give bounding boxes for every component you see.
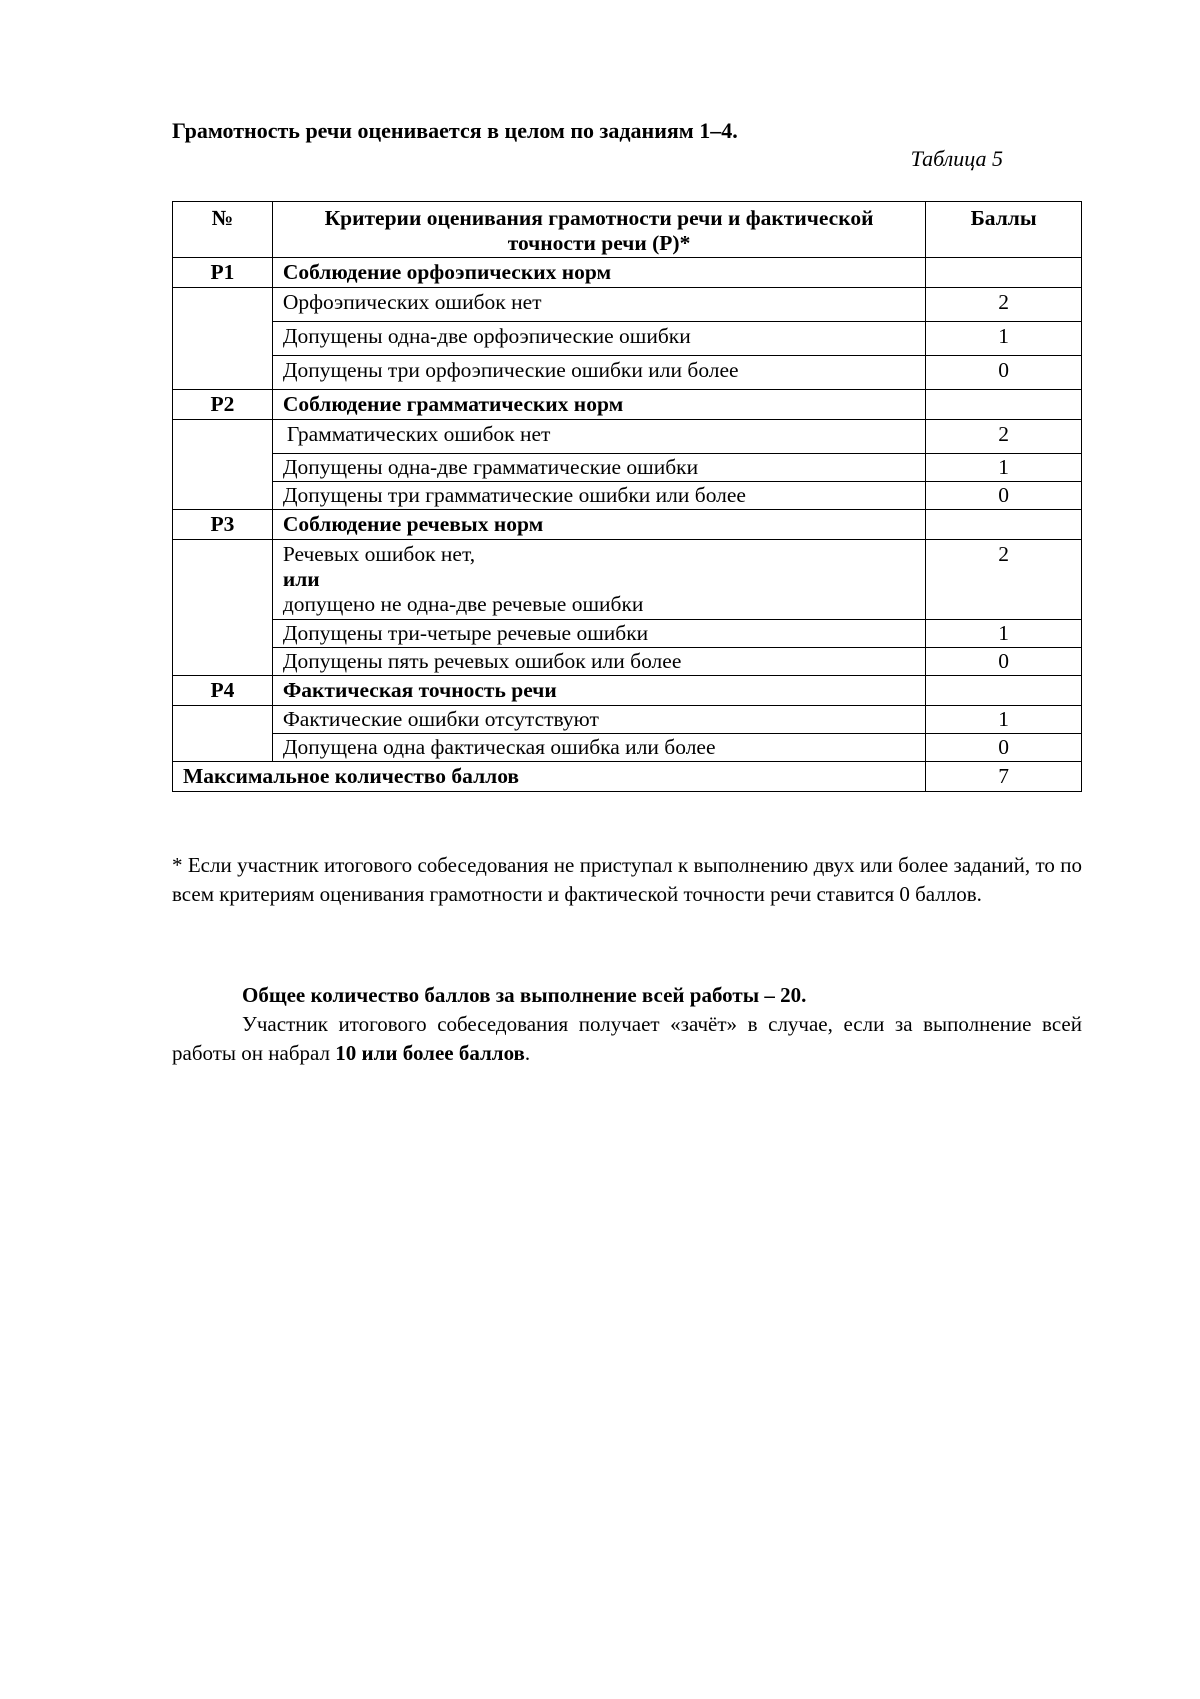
criterion-line: Речевых ошибок нет, [282,542,476,566]
criterion-text: Допущены три орфоэпические ошибки или более [272,356,925,390]
criterion-text: Допущены три грамматические ошибки или более [272,482,925,510]
total-label: Максимальное количество баллов [173,762,926,792]
table-row [173,322,1082,356]
summary-body-start: Участник итогового собеседования получает «зачёт» в случае, если за выполнение всей работы он набрал [172,1012,1082,1065]
empty-code-cell [173,288,273,390]
criterion-points: 2 [926,288,1082,322]
summary-block [172,981,1082,1068]
category-title: Соблюдение грамматических норм [272,390,925,420]
empty-code-cell [173,540,273,676]
criterion-points: 1 [926,706,1082,734]
criteria-table [172,201,1082,792]
category-title: Соблюдение речевых норм [272,510,925,540]
footnote: * Если участник итогового собеседования не приступал к выполнению двух или более заданий, то по всем критериям оценивания грамотности и фактической точности речи ставится 0 баллов. [172,853,1082,906]
criterion-points: 2 [926,420,1082,454]
table-row [173,620,1082,648]
criterion-points: 1 [926,620,1082,648]
criterion-text: Допущены одна-две грамматические ошибки [272,454,925,482]
category-row-p1 [173,258,1082,288]
summary-body-end: . [524,1041,531,1065]
category-code: Р4 [173,676,273,706]
category-code: Р2 [173,390,273,420]
table-row [173,288,1082,322]
category-row-p4 [173,676,1082,706]
criterion-points: 0 [926,734,1082,762]
table-row [173,706,1082,734]
criterion-text-multiline [272,540,925,620]
criterion-points: 1 [926,322,1082,356]
criterion-text: Допущены одна-две орфоэпические ошибки [272,322,925,356]
header-points: Баллы [926,202,1082,258]
empty-code-cell [173,706,273,762]
total-row [173,762,1082,792]
table-row [173,482,1082,510]
section-heading: Грамотность речи оценивается в целом по заданиям 1–4. [172,118,738,143]
criterion-or: или [282,567,320,591]
category-points-empty [926,390,1082,420]
criterion-points: 0 [926,482,1082,510]
category-code: Р1 [173,258,273,288]
category-points-empty [926,510,1082,540]
summary-body-bold: 10 или более баллов [335,1041,525,1065]
empty-code-cell [173,420,273,510]
header-criteria: Критерии оценивания грамотности речи и фактической точности речи (Р)* [272,202,925,258]
criterion-text: Грамматических ошибок нет [272,420,925,454]
criterion-points: 2 [926,540,1082,620]
criterion-text: Фактические ошибки отсутствуют [272,706,925,734]
criterion-points: 1 [926,454,1082,482]
table-row [173,540,1082,620]
table-label: Таблица 5 [910,146,1003,171]
criterion-text: Допущены три-четыре речевые ошибки [272,620,925,648]
table-row [173,420,1082,454]
category-title: Фактическая точность речи [272,676,925,706]
total-points: 7 [926,762,1082,792]
criterion-line: допущено не одна-две речевые ошибки [282,592,644,616]
criterion-text: Допущены пять речевых ошибок или более [272,648,925,676]
category-row-p3 [173,510,1082,540]
category-points-empty [926,258,1082,288]
summary-body [172,1010,1082,1068]
header-number: № [173,202,273,258]
table-row [173,454,1082,482]
category-title: Соблюдение орфоэпических норм [272,258,925,288]
table-header-row [173,202,1082,258]
summary-title: Общее количество баллов за выполнение всей работы – 20. [242,983,807,1007]
criterion-points: 0 [926,648,1082,676]
table-row [173,734,1082,762]
criterion-text: Допущена одна фактическая ошибка или более [272,734,925,762]
category-points-empty [926,676,1082,706]
table-row [173,648,1082,676]
category-row-p2 [173,390,1082,420]
criterion-points: 0 [926,356,1082,390]
category-code: Р3 [173,510,273,540]
table-row [173,356,1082,390]
criterion-text: Орфоэпических ошибок нет [272,288,925,322]
